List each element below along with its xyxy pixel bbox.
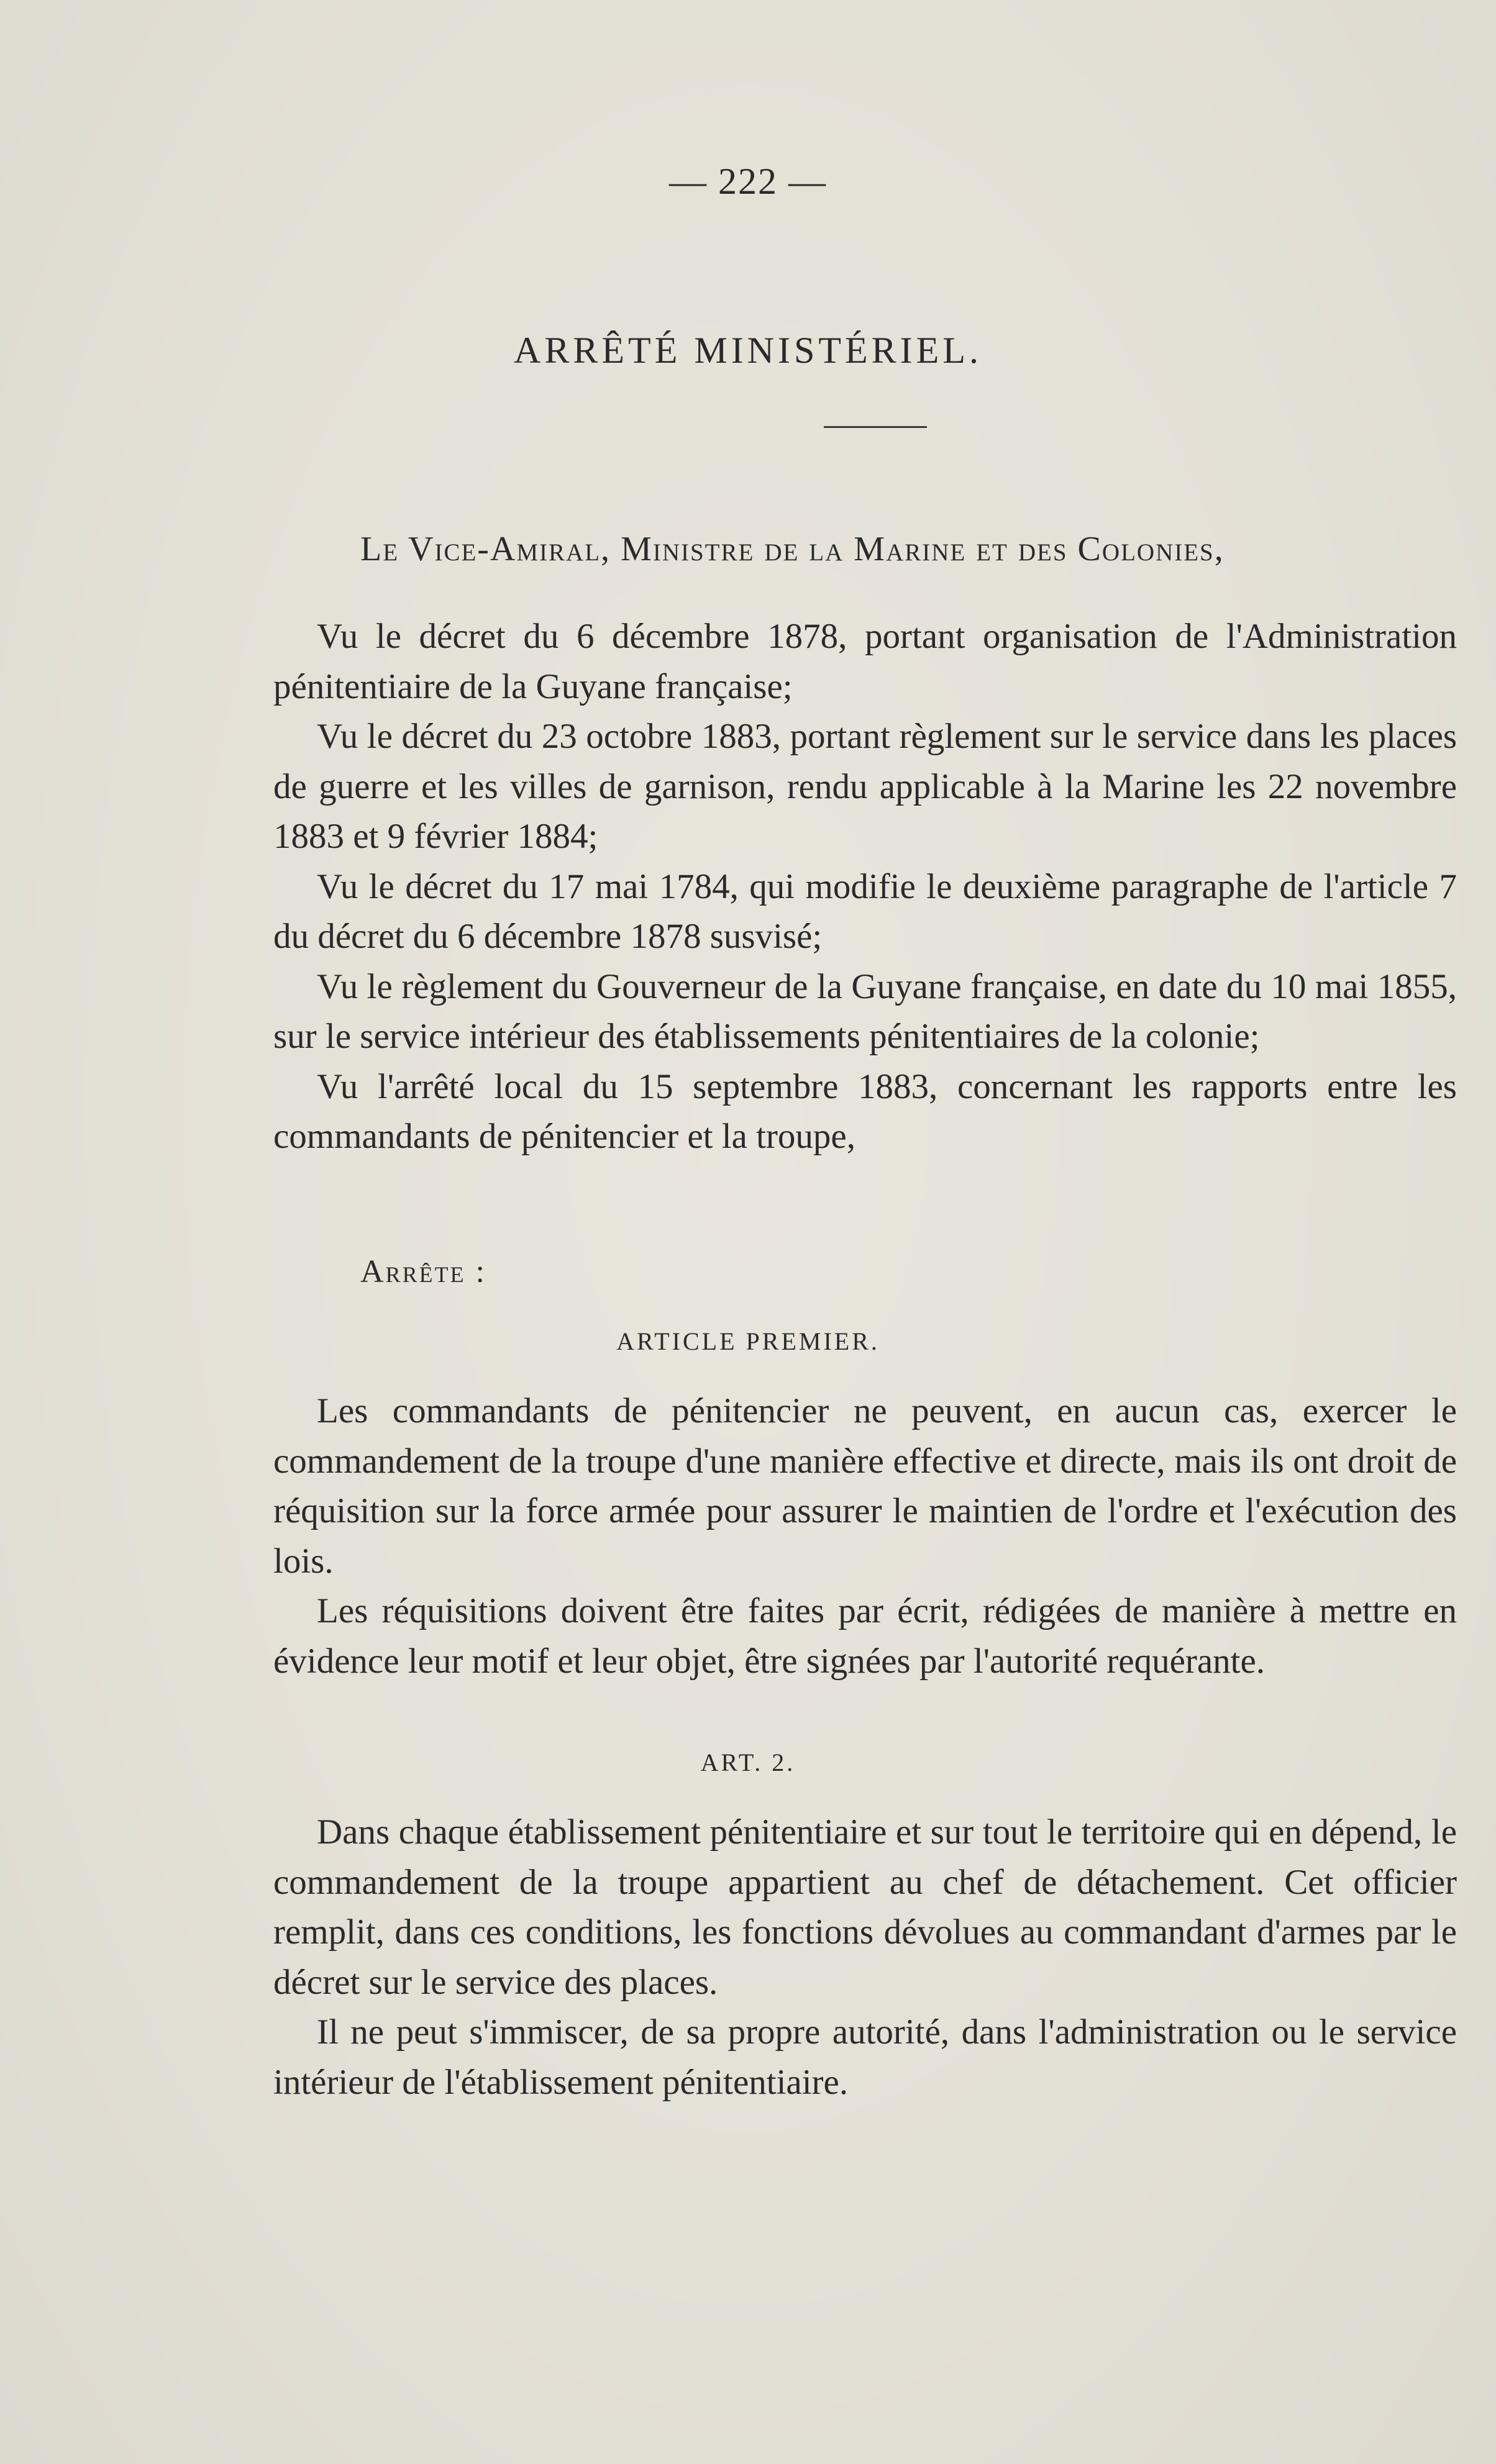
article-paragraph: Les réquisitions doivent être faites par écrit, rédigées de manière à mettre en évidence leur motif et leur objet, être signées par l'autorité requérante. — [273, 1591, 1457, 1681]
arrete-heading: Arrête : — [360, 1254, 486, 1289]
article-paragraph: Dans chaque établissement pénitentiaire et sur tout le territoire qui en dépend, le commandement de la troupe appartient au chef de détachement. Cet officier remplit, dans ces conditions, les fonctions dévolues au commandant d'armes par le décret sur le service des places. — [273, 1812, 1457, 2002]
visa-paragraph: Vu le décret du 6 décembre 1878, portant organisation de l'Administration pénitentiaire de la Guyane française; — [273, 617, 1457, 706]
article-paragraph: Les commandants de pénitencier ne peuvent, en aucun cas, exercer le commandement de la troupe d'une manière effective et directe, mais ils ont droit de réquisition sur la force armée pour assurer le maintien de l'ordre et l'exécution des lois. — [273, 1391, 1457, 1581]
visa-paragraph: Vu le décret du 23 octobre 1883, portant règlement sur le service dans les places de guerre et les villes de garnison, rendu applicable à la Marine les 22 novembre 1883 et 9 février 1884; — [273, 717, 1457, 856]
visas-block — [273, 612, 1457, 1162]
document-title: ARRÊTÉ MINISTÉRIEL. — [514, 330, 982, 371]
article-1-heading: ARTICLE PREMIER. — [616, 1327, 880, 1355]
visa-paragraph: Vu l'arrêté local du 15 septembre 1883, concernant les rapports entre les commandants de pénitencier et la troupe, — [273, 1066, 1457, 1156]
article-1-body — [273, 1386, 1457, 1686]
page-number: — 222 — — [669, 161, 827, 202]
article-2-body — [273, 1807, 1457, 2107]
visa-paragraph: Vu le règlement du Gouverneur de la Guyane française, en date du 10 mai 1855, sur le service intérieur des établissements pénitentiaires de la colonie; — [273, 966, 1457, 1056]
article-2-heading: ART. 2. — [700, 1748, 796, 1776]
visa-paragraph: Vu le décret du 17 mai 1784, qui modifie le deuxième paragraphe de l'article 7 du décret du 6 décembre 1878 susvisé; — [273, 866, 1457, 956]
issuing-authority: Le Vice-Amiral, Ministre de la Marine et des Colonies, — [360, 530, 1225, 568]
article-paragraph: Il ne peut s'immiscer, de sa propre autorité, dans l'administration ou le service intérieur de l'établissement pénitentiaire. — [273, 2012, 1457, 2102]
title-rule — [824, 426, 927, 428]
